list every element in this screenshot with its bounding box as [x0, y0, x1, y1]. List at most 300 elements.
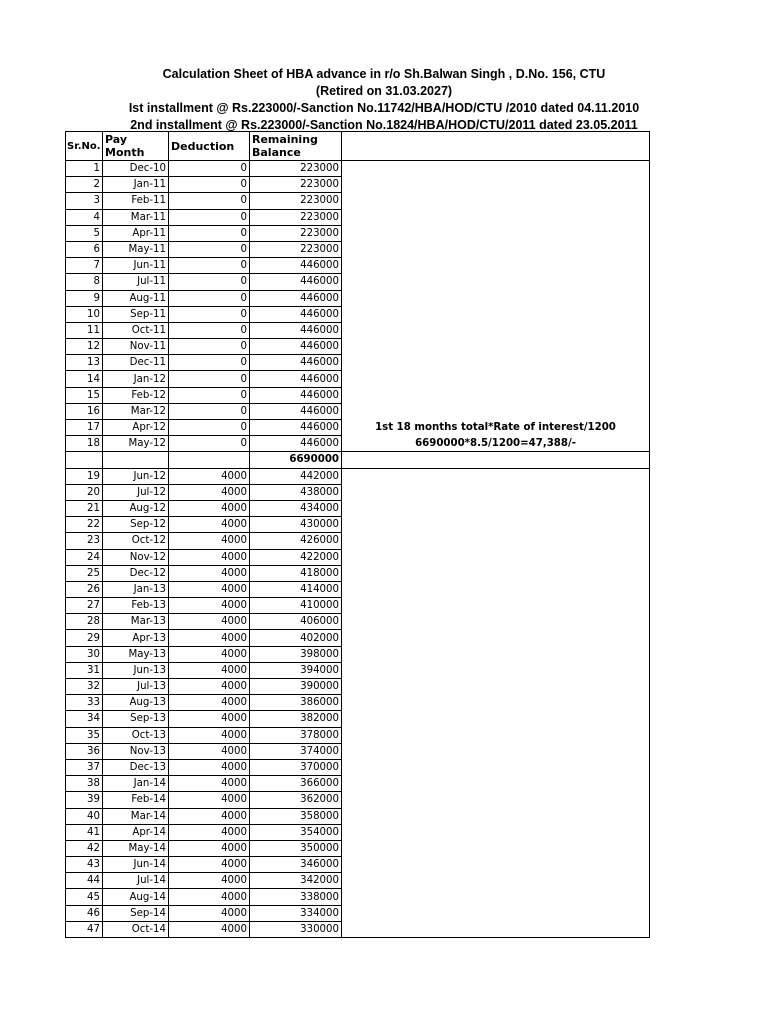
balance-cell: 386000	[250, 695, 342, 711]
sr-no-cell: 4	[66, 209, 103, 225]
balance-cell: 446000	[250, 339, 342, 355]
pay-month-cell: Jun-13	[103, 662, 169, 678]
sr-no-cell: 44	[66, 873, 103, 889]
deduction-cell: 4000	[169, 581, 250, 597]
deduction-cell: 4000	[169, 743, 250, 759]
deduction-cell: 4000	[169, 873, 250, 889]
balance-cell: 430000	[250, 517, 342, 533]
table-row	[66, 679, 650, 695]
deduction-cell: 0	[169, 290, 250, 306]
balance-cell: 446000	[250, 355, 342, 371]
table-row	[66, 193, 650, 209]
col-header-notes	[342, 132, 650, 161]
sr-no-cell: 36	[66, 743, 103, 759]
balance-cell: 342000	[250, 873, 342, 889]
deduction-cell: 4000	[169, 468, 250, 484]
table-row	[66, 533, 650, 549]
notes-cell	[342, 614, 650, 630]
table-row	[66, 403, 650, 419]
pay-month-cell: Aug-13	[103, 695, 169, 711]
deduction-cell: 4000	[169, 598, 250, 614]
sr-no-cell: 43	[66, 857, 103, 873]
table-row	[66, 484, 650, 500]
balance-cell: 438000	[250, 484, 342, 500]
sr-no-cell: 2	[66, 177, 103, 193]
table-row	[66, 322, 650, 338]
table-row	[66, 290, 650, 306]
balance-cell: 446000	[250, 387, 342, 403]
sr-no-cell: 7	[66, 258, 103, 274]
notes-cell	[342, 857, 650, 873]
balance-cell: 350000	[250, 840, 342, 856]
table-row	[66, 306, 650, 322]
notes-cell	[342, 193, 650, 209]
table-row	[66, 549, 650, 565]
table-row	[66, 581, 650, 597]
balance-cell: 446000	[250, 371, 342, 387]
table-row	[66, 371, 650, 387]
notes-cell	[342, 598, 650, 614]
table-row	[66, 420, 650, 436]
balance-cell: 446000	[250, 258, 342, 274]
sr-no-cell: 26	[66, 581, 103, 597]
sr-no-cell: 19	[66, 468, 103, 484]
table-row	[66, 274, 650, 290]
sheet-header	[0, 66, 768, 134]
col-header-remaining-balance: Remaining Balance	[250, 132, 342, 161]
deduction-cell: 4000	[169, 889, 250, 905]
table-row	[66, 743, 650, 759]
table-row	[66, 161, 650, 177]
sr-no-cell: 24	[66, 549, 103, 565]
sr-no-cell: 38	[66, 776, 103, 792]
deduction-cell: 4000	[169, 840, 250, 856]
deduction-cell: 0	[169, 387, 250, 403]
pay-month-cell: May-14	[103, 840, 169, 856]
subtotal-blank-month	[103, 452, 169, 468]
pay-month-cell: Aug-14	[103, 889, 169, 905]
pay-month-cell: Sep-14	[103, 905, 169, 921]
deduction-cell: 4000	[169, 776, 250, 792]
sr-no-cell: 10	[66, 306, 103, 322]
pay-month-cell: Jan-12	[103, 371, 169, 387]
balance-cell: 223000	[250, 177, 342, 193]
sr-no-cell: 42	[66, 840, 103, 856]
deduction-cell: 0	[169, 177, 250, 193]
table-row	[66, 614, 650, 630]
notes-cell	[342, 824, 650, 840]
balance-cell: 223000	[250, 225, 342, 241]
pay-month-cell: Apr-13	[103, 630, 169, 646]
notes-cell	[342, 274, 650, 290]
table-row	[66, 339, 650, 355]
pay-month-cell: Mar-11	[103, 209, 169, 225]
sr-no-cell: 12	[66, 339, 103, 355]
balance-cell: 422000	[250, 549, 342, 565]
pay-month-cell: Oct-13	[103, 727, 169, 743]
balance-cell: 434000	[250, 500, 342, 516]
balance-cell: 446000	[250, 290, 342, 306]
pay-month-cell: Sep-13	[103, 711, 169, 727]
notes-cell	[342, 905, 650, 921]
sr-no-cell: 45	[66, 889, 103, 905]
pay-month-cell: Jul-12	[103, 484, 169, 500]
deduction-cell: 0	[169, 161, 250, 177]
table-row	[66, 792, 650, 808]
pay-month-cell: Oct-12	[103, 533, 169, 549]
balance-cell: 402000	[250, 630, 342, 646]
pay-month-cell: Jan-14	[103, 776, 169, 792]
notes-cell	[342, 565, 650, 581]
pay-month-cell: Jul-11	[103, 274, 169, 290]
balance-cell: 223000	[250, 209, 342, 225]
deduction-cell: 0	[169, 436, 250, 452]
table-row	[66, 258, 650, 274]
sr-no-cell: 16	[66, 403, 103, 419]
pay-month-cell: Oct-14	[103, 921, 169, 937]
sr-no-cell: 31	[66, 662, 103, 678]
pay-month-cell: Jul-14	[103, 873, 169, 889]
sr-no-cell: 34	[66, 711, 103, 727]
notes-cell	[342, 695, 650, 711]
table-row	[66, 808, 650, 824]
sr-no-cell: 5	[66, 225, 103, 241]
subtotal-blank-deduction	[169, 452, 250, 468]
notes-cell	[342, 727, 650, 743]
notes-cell	[342, 306, 650, 322]
sr-no-cell: 8	[66, 274, 103, 290]
balance-cell: 406000	[250, 614, 342, 630]
pay-month-cell: May-12	[103, 436, 169, 452]
balance-cell: 410000	[250, 598, 342, 614]
table-row	[66, 905, 650, 921]
table-row	[66, 209, 650, 225]
deduction-cell: 0	[169, 241, 250, 257]
table-row	[66, 468, 650, 484]
balance-cell: 442000	[250, 468, 342, 484]
pay-month-cell: Nov-11	[103, 339, 169, 355]
sr-no-cell: 32	[66, 679, 103, 695]
balance-cell: 374000	[250, 743, 342, 759]
balance-cell: 223000	[250, 241, 342, 257]
table-row	[66, 387, 650, 403]
pay-month-cell: Sep-12	[103, 517, 169, 533]
sr-no-cell: 29	[66, 630, 103, 646]
pay-month-cell: May-13	[103, 646, 169, 662]
col-header-pay-month: Pay Month	[103, 132, 169, 161]
deduction-cell: 4000	[169, 549, 250, 565]
sr-no-cell: 30	[66, 646, 103, 662]
table-row	[66, 857, 650, 873]
sr-no-cell: 14	[66, 371, 103, 387]
deduction-cell: 4000	[169, 759, 250, 775]
notes-cell	[342, 792, 650, 808]
deduction-cell: 0	[169, 403, 250, 419]
sr-no-cell: 46	[66, 905, 103, 921]
table-row	[66, 355, 650, 371]
table-row	[66, 225, 650, 241]
notes-cell	[342, 921, 650, 937]
subtotal-blank-note	[342, 452, 650, 468]
sr-no-cell: 13	[66, 355, 103, 371]
balance-cell: 338000	[250, 889, 342, 905]
pay-month-cell: Jul-13	[103, 679, 169, 695]
notes-cell	[342, 549, 650, 565]
col-header-deduction: Deduction	[169, 132, 250, 161]
table-row	[66, 921, 650, 937]
pay-month-cell: Dec-12	[103, 565, 169, 581]
interest-formula-note: 1st 18 months total*Rate of interest/1200	[342, 420, 650, 436]
pay-month-cell: Aug-12	[103, 500, 169, 516]
notes-cell	[342, 484, 650, 500]
sr-no-cell: 40	[66, 808, 103, 824]
pay-month-cell: Feb-13	[103, 598, 169, 614]
balance-cell: 330000	[250, 921, 342, 937]
sr-no-cell: 35	[66, 727, 103, 743]
sr-no-cell: 28	[66, 614, 103, 630]
table-body-first-18	[66, 161, 650, 452]
deduction-cell: 4000	[169, 565, 250, 581]
table-row	[66, 776, 650, 792]
pay-month-cell: Dec-10	[103, 161, 169, 177]
pay-month-cell: Mar-14	[103, 808, 169, 824]
pay-month-cell: Nov-12	[103, 549, 169, 565]
sr-no-cell: 39	[66, 792, 103, 808]
table-row	[66, 598, 650, 614]
pay-month-cell: Feb-12	[103, 387, 169, 403]
balance-cell: 223000	[250, 193, 342, 209]
notes-cell	[342, 468, 650, 484]
notes-cell	[342, 241, 650, 257]
balance-cell: 362000	[250, 792, 342, 808]
sr-no-cell: 21	[66, 500, 103, 516]
balance-cell: 446000	[250, 322, 342, 338]
deduction-cell: 4000	[169, 727, 250, 743]
balance-cell: 446000	[250, 420, 342, 436]
balance-cell: 398000	[250, 646, 342, 662]
pay-month-cell: Jan-13	[103, 581, 169, 597]
notes-cell	[342, 177, 650, 193]
notes-cell	[342, 889, 650, 905]
deduction-cell: 4000	[169, 679, 250, 695]
table-row	[66, 517, 650, 533]
deduction-cell: 0	[169, 193, 250, 209]
balance-cell: 366000	[250, 776, 342, 792]
table-row	[66, 436, 650, 452]
deduction-cell: 4000	[169, 484, 250, 500]
balance-cell: 378000	[250, 727, 342, 743]
deduction-cell: 4000	[169, 630, 250, 646]
sr-no-cell: 20	[66, 484, 103, 500]
pay-month-cell: Mar-13	[103, 614, 169, 630]
sr-no-cell: 33	[66, 695, 103, 711]
deduction-cell: 0	[169, 339, 250, 355]
deduction-cell: 4000	[169, 824, 250, 840]
pay-month-cell: Dec-13	[103, 759, 169, 775]
pay-month-cell: Jun-11	[103, 258, 169, 274]
sr-no-cell: 47	[66, 921, 103, 937]
notes-cell	[342, 840, 650, 856]
notes-cell	[342, 776, 650, 792]
notes-cell	[342, 662, 650, 678]
deduction-cell: 4000	[169, 808, 250, 824]
table-row	[66, 662, 650, 678]
pay-month-cell: Feb-11	[103, 193, 169, 209]
installment-2-line: 2nd installment @ Rs.223000/-Sanction No.1824/HBA/HOD/CTU/2011 dated 23.05.2011	[130, 118, 638, 132]
table-row	[66, 500, 650, 516]
sr-no-cell: 9	[66, 290, 103, 306]
deduction-cell: 0	[169, 209, 250, 225]
table-row	[66, 565, 650, 581]
sr-no-cell: 41	[66, 824, 103, 840]
deduction-cell: 4000	[169, 792, 250, 808]
subtotal-value: 6690000	[250, 452, 342, 468]
pay-month-cell: Nov-13	[103, 743, 169, 759]
notes-cell	[342, 403, 650, 419]
deduction-cell: 4000	[169, 517, 250, 533]
table-header-row	[66, 132, 650, 161]
balance-cell: 354000	[250, 824, 342, 840]
notes-cell	[342, 290, 650, 306]
pay-month-cell: Jan-11	[103, 177, 169, 193]
notes-cell	[342, 646, 650, 662]
sheet-title: Calculation Sheet of HBA advance in r/o Sh.Balwan Singh , D.No. 156, CTU	[162, 67, 606, 81]
table-row	[66, 889, 650, 905]
notes-cell	[342, 873, 650, 889]
sr-no-cell: 37	[66, 759, 103, 775]
sr-no-cell: 25	[66, 565, 103, 581]
notes-cell	[342, 225, 650, 241]
subtotal-blank-sr	[66, 452, 103, 468]
notes-cell	[342, 500, 650, 516]
pay-month-cell: Aug-11	[103, 290, 169, 306]
table-row	[66, 177, 650, 193]
retirement-note: (Retired on 31.03.2027)	[315, 84, 453, 98]
sr-no-cell: 22	[66, 517, 103, 533]
notes-cell	[342, 533, 650, 549]
subtotal-section	[66, 452, 650, 468]
pay-month-cell: Sep-11	[103, 306, 169, 322]
deduction-cell: 4000	[169, 614, 250, 630]
interest-calculation-note: 6690000*8.5/1200=47,388/-	[342, 436, 650, 452]
pay-month-cell: Oct-11	[103, 322, 169, 338]
notes-cell	[342, 711, 650, 727]
notes-cell	[342, 743, 650, 759]
balance-cell: 446000	[250, 306, 342, 322]
pay-month-cell: Mar-12	[103, 403, 169, 419]
balance-cell: 358000	[250, 808, 342, 824]
pay-month-cell: Feb-14	[103, 792, 169, 808]
deduction-cell: 0	[169, 258, 250, 274]
balance-cell: 446000	[250, 274, 342, 290]
notes-cell	[342, 339, 650, 355]
notes-cell	[342, 209, 650, 225]
pay-month-cell: Apr-14	[103, 824, 169, 840]
notes-cell	[342, 371, 650, 387]
table-row	[66, 840, 650, 856]
pay-month-cell: May-11	[103, 241, 169, 257]
sr-no-cell: 27	[66, 598, 103, 614]
notes-cell	[342, 759, 650, 775]
table-row	[66, 646, 650, 662]
balance-cell: 446000	[250, 403, 342, 419]
deduction-cell: 4000	[169, 711, 250, 727]
deduction-cell: 0	[169, 420, 250, 436]
pay-month-cell: Apr-12	[103, 420, 169, 436]
sr-no-cell: 18	[66, 436, 103, 452]
balance-cell: 414000	[250, 581, 342, 597]
notes-cell	[342, 517, 650, 533]
deduction-cell: 0	[169, 371, 250, 387]
notes-cell	[342, 322, 650, 338]
pay-month-cell: Apr-11	[103, 225, 169, 241]
deduction-cell: 4000	[169, 500, 250, 516]
subtotal-row	[66, 452, 650, 468]
table-row	[66, 711, 650, 727]
notes-cell	[342, 387, 650, 403]
deduction-cell: 4000	[169, 646, 250, 662]
sr-no-cell: 6	[66, 241, 103, 257]
deduction-cell: 4000	[169, 905, 250, 921]
balance-cell: 394000	[250, 662, 342, 678]
deduction-cell: 4000	[169, 662, 250, 678]
balance-cell: 382000	[250, 711, 342, 727]
table-row	[66, 630, 650, 646]
balance-cell: 370000	[250, 759, 342, 775]
deduction-cell: 4000	[169, 533, 250, 549]
col-header-sr-no: Sr.No.	[66, 132, 103, 161]
balance-cell: 223000	[250, 161, 342, 177]
deduction-cell: 0	[169, 306, 250, 322]
deduction-cell: 0	[169, 274, 250, 290]
pay-month-cell: Jun-14	[103, 857, 169, 873]
balance-cell: 346000	[250, 857, 342, 873]
table-row	[66, 727, 650, 743]
notes-cell	[342, 679, 650, 695]
deduction-cell: 0	[169, 225, 250, 241]
deduction-cell: 4000	[169, 695, 250, 711]
deduction-cell: 0	[169, 355, 250, 371]
deduction-cell: 4000	[169, 921, 250, 937]
table-row	[66, 695, 650, 711]
table-body-remaining	[66, 468, 650, 937]
table-row	[66, 241, 650, 257]
deduction-cell: 0	[169, 322, 250, 338]
calculation-table	[65, 131, 650, 938]
table-row	[66, 873, 650, 889]
notes-cell	[342, 808, 650, 824]
balance-cell: 390000	[250, 679, 342, 695]
balance-cell: 418000	[250, 565, 342, 581]
pay-month-cell: Jun-12	[103, 468, 169, 484]
sr-no-cell: 3	[66, 193, 103, 209]
notes-cell	[342, 581, 650, 597]
balance-cell: 446000	[250, 436, 342, 452]
balance-cell: 334000	[250, 905, 342, 921]
sr-no-cell: 23	[66, 533, 103, 549]
sr-no-cell: 11	[66, 322, 103, 338]
table-row	[66, 824, 650, 840]
deduction-cell: 4000	[169, 857, 250, 873]
sr-no-cell: 17	[66, 420, 103, 436]
sr-no-cell: 15	[66, 387, 103, 403]
table-row	[66, 759, 650, 775]
notes-cell	[342, 161, 650, 177]
sr-no-cell: 1	[66, 161, 103, 177]
notes-cell	[342, 258, 650, 274]
notes-cell	[342, 630, 650, 646]
installment-1-line: Ist installment @ Rs.223000/-Sanction No.11742/HBA/HOD/CTU /2010 dated 04.11.2010	[128, 101, 640, 115]
